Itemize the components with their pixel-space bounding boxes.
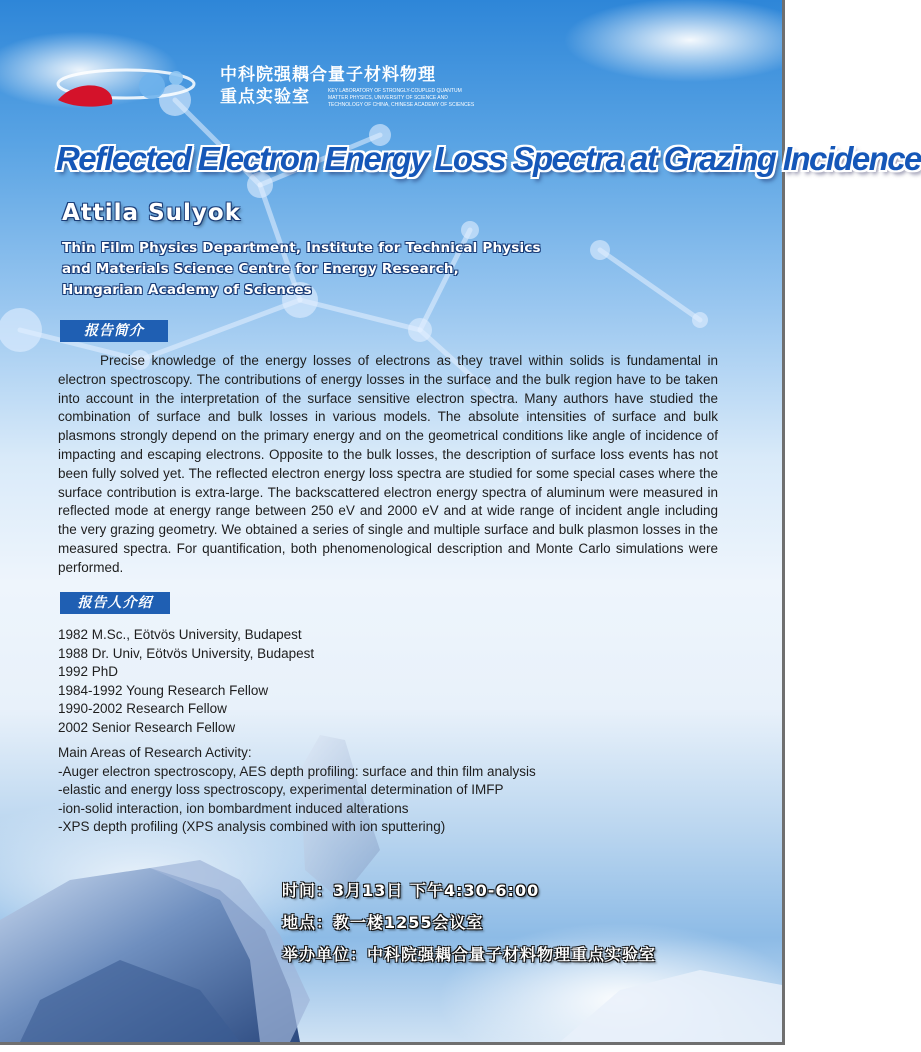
lab-name-line2: 重点实验室 — [220, 87, 310, 107]
event-time: 时间：3月13日 下午4:30-6:00 — [282, 881, 540, 900]
cv-item: 1990-2002 Research Fellow — [58, 701, 227, 717]
event-place: 地点：教一楼1255会议室 — [282, 913, 484, 932]
affiliation-line: Hungarian Academy of Sciences — [62, 282, 312, 298]
speaker-affiliation — [62, 238, 541, 301]
cv-item: 1982 M.Sc., Eötvös University, Budapest — [58, 627, 302, 642]
abstract-section-label: 报告简介 — [60, 320, 168, 342]
research-heading: Main Areas of Research Activity: — [58, 745, 252, 760]
bio-section-label: 报告人介绍 — [60, 592, 170, 614]
event-host: 举办单位：中科院强耦合量子材料物理重点实验室 — [282, 945, 657, 964]
research-item: -ion-solid interaction, ion bombardment induced alterations — [58, 800, 409, 816]
research-item: -Auger electron spectroscopy, AES depth profiling: surface and thin film analysis — [58, 763, 536, 779]
affiliation-line: and Materials Science Centre for Energy Research, — [62, 261, 459, 277]
cv-item: 1984-1992 Young Research Fellow — [58, 682, 269, 698]
cv-item: 2002 Senior Research Fellow — [58, 719, 236, 735]
research-areas — [58, 744, 536, 837]
research-item: -XPS depth profiling (XPS analysis combined with ion sputtering) — [58, 819, 446, 835]
abstract-text: Precise knowledge of the energy losses of electrons as they travel within solids is fundamental in electron spectroscopy. The contributions of energy losses in the surface and the bulk region have to be taken into account in the interpretation of the surface sensitive electron spectra. Many authors have studied the combination of surface and bulk losses in various models. The absolute intensities of surface and bulk plasmons strongly depend on the primary energy and on the geometrical conditions like angle of incidence of impacting and escaping electrons. Opposite to the bulk losses, the description of surface loss events has not been fully solved yet. The reflected electron energy loss spectra are studied for some special cases where the surface contribution is extra-large. The backscattered electron energy spectra of aluminum were measured in reflected mode at energy range between 250 eV and 2000 eV and at wide range of incident angle including the very grazing geometry. We obtained a series of single and multiple surface and bulk plasmon losses in the measured spectra. For quantification, both phenomenological description and Monte Carlo simulations were performed. — [58, 353, 718, 575]
lab-name-english: KEY LABORATORY OF STRONGLY-COUPLED QUANTUM MATTER PHYSICS, UNIVERSITY OF SCIENCE AND TECHNOLOGY OF CHINA, CHINESE ACADEMY OF SCIENCES — [328, 88, 475, 108]
lab-name-line1: 中科院强耦合量子材料物理 — [220, 65, 436, 85]
talk-title: Reflected Electron Energy Loss Spectra at Grazing Incidence — [56, 140, 921, 177]
speaker-name: Attila Sulyok — [62, 200, 241, 226]
affiliation-line: Thin Film Physics Department, Institute for Technical Physics — [62, 240, 541, 256]
cv-item: 1992 PhD — [58, 664, 119, 680]
cv-item: 1988 Dr. Univ, Eötvös University, Budapest — [58, 645, 315, 661]
lab-logo — [56, 64, 196, 114]
cv-list — [58, 626, 314, 738]
research-item: -elastic and energy loss spectroscopy, experimental determination of IMFP — [58, 782, 504, 798]
